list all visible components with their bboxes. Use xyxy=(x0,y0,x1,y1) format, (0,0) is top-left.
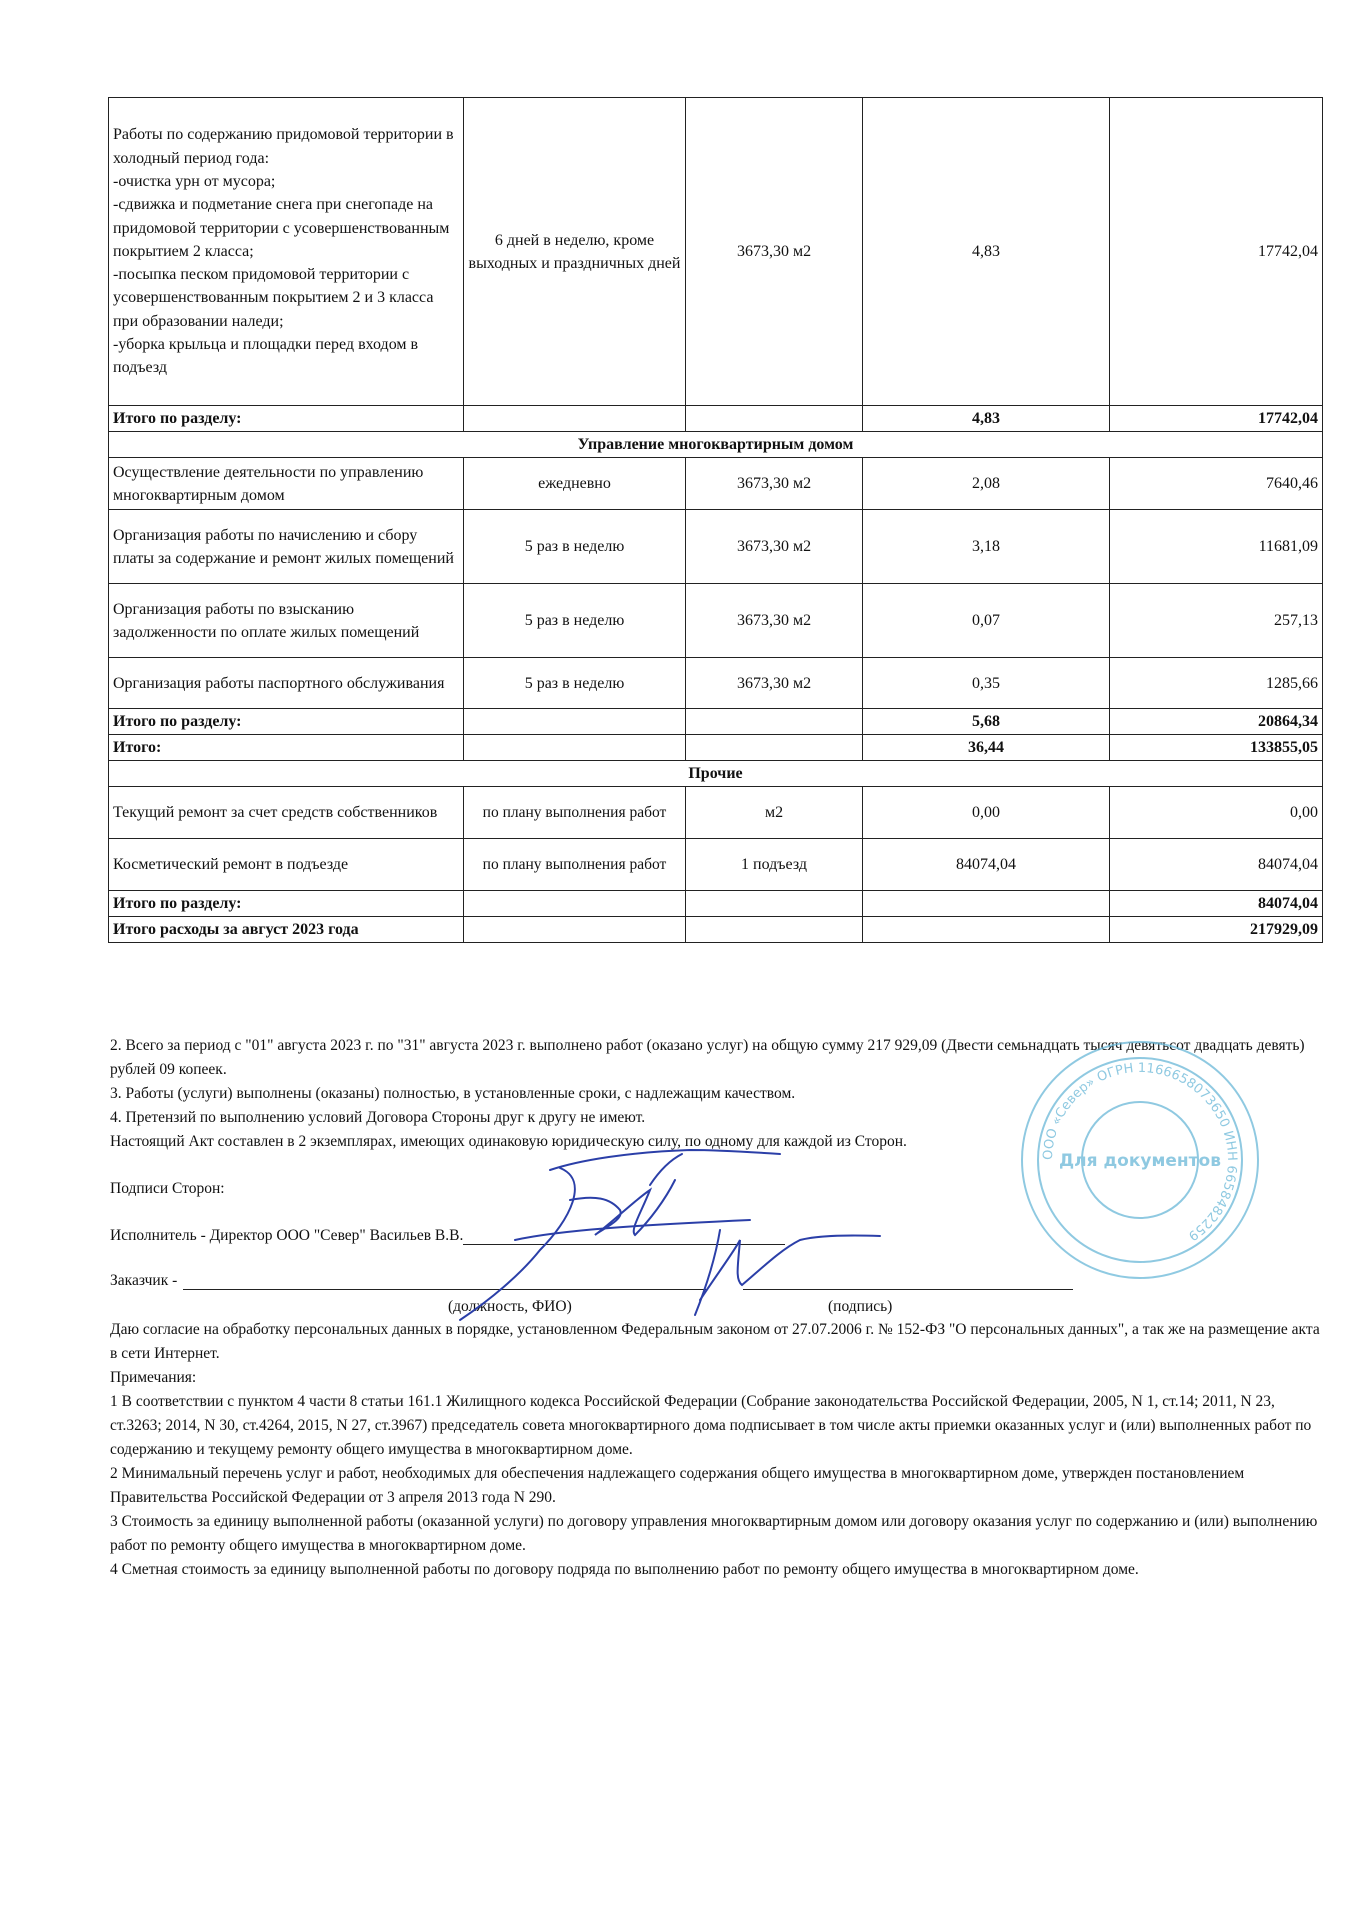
summary-item: 4. Претензий по выполнению условий Договора Стороны друг к другу не имеют. xyxy=(110,1109,646,1126)
total-rate: 4,83 xyxy=(863,406,1110,432)
rate-cell: 0,00 xyxy=(863,787,1110,839)
table-row xyxy=(109,839,1323,891)
frequency-cell: ежедневно xyxy=(464,458,686,510)
note-item: 3 Стоимость за единицу выполненной работы (оказанной услуги) по договору управления многоквартирным домом или договору оказания услуг по содержанию и (или) выполнению работ по ремонту общего имущества в многоквартирном доме. xyxy=(110,1513,1318,1554)
total-cost: 133855,05 xyxy=(1110,735,1323,761)
services-table xyxy=(108,97,1323,943)
empty-cell xyxy=(464,891,686,917)
total-label: Итого: xyxy=(109,735,464,761)
total-rate: 5,68 xyxy=(863,709,1110,735)
empty-cell xyxy=(686,917,863,943)
note-item: 1 В соответствии с пунктом 4 части 8 статьи 161.1 Жилищного кодекса Российской Федерации (Собрание законодательства Российской Федерации, 2005, N 1, ст.14; 2011, N 23, ст.3263; 2014, N 30, ст.4264, 2015, N 27, ст.3967) председатель совета многоквартирного дома подписывает в том числе акты приемки оказанных услуг и (или) выполненных работ по содержанию и текущему ремонту общего имущества в многоквартирном доме. xyxy=(110,1393,1312,1458)
empty-cell xyxy=(863,917,1110,943)
executor-line xyxy=(110,1227,785,1245)
volume-cell: 3673,30 м2 xyxy=(686,458,863,510)
stamp-center-text: Для документов xyxy=(1059,1151,1221,1171)
empty-cell xyxy=(686,891,863,917)
customer-position-line xyxy=(183,1273,707,1290)
rate-cell: 3,18 xyxy=(863,510,1110,584)
total-label: Итого по разделу: xyxy=(109,891,464,917)
table-row xyxy=(109,510,1323,584)
total-cost: 84074,04 xyxy=(1110,891,1323,917)
frequency-cell: 5 раз в неделю xyxy=(464,510,686,584)
cost-cell: 257,13 xyxy=(1110,584,1323,658)
empty-cell xyxy=(464,917,686,943)
summary-block xyxy=(110,1034,1320,1154)
section-title: Управление многоквартирным домом xyxy=(109,432,1323,458)
notes-block xyxy=(110,1318,1320,1582)
rate-cell: 0,35 xyxy=(863,658,1110,709)
work-cell: Организация работы паспортного обслуживания xyxy=(109,658,464,709)
summary-item: 2. Всего за период с "01" августа 2023 г. по "31" августа 2023 г. выполнено работ (оказано услуг) на общую сумму 217 929,09 (Двести семьнадцать тысяч девятьсот двадцать девять) рублей 09 копеек. xyxy=(110,1037,1305,1078)
total-cost: 20864,34 xyxy=(1110,709,1323,735)
rate-cell: 4,83 xyxy=(863,98,1110,406)
total-row-section-3 xyxy=(109,891,1323,917)
volume-cell: 3673,30 м2 xyxy=(686,510,863,584)
executor-signature-line xyxy=(463,1228,785,1245)
frequency-cell: по плану выполнения работ xyxy=(464,839,686,891)
table-row xyxy=(109,658,1323,709)
empty-cell xyxy=(464,735,686,761)
table-row xyxy=(109,584,1323,658)
frequency-cell: 5 раз в неделю xyxy=(464,658,686,709)
work-cell: Осуществление деятельности по управлению многоквартирным домом xyxy=(109,458,464,510)
signatures-label: Подписи Сторон: xyxy=(110,1180,225,1197)
section-header-other xyxy=(109,761,1323,787)
rate-cell: 0,07 xyxy=(863,584,1110,658)
volume-cell: 3673,30 м2 xyxy=(686,98,863,406)
table-row xyxy=(109,458,1323,510)
customer-line xyxy=(110,1272,1073,1290)
cost-cell: 1285,66 xyxy=(1110,658,1323,709)
rate-cell: 2,08 xyxy=(863,458,1110,510)
section-title: Прочие xyxy=(109,761,1323,787)
total-row-section-1 xyxy=(109,406,1323,432)
volume-cell: 1 подъезд xyxy=(686,839,863,891)
notes-heading: Примечания: xyxy=(110,1369,197,1386)
rate-cell: 84074,04 xyxy=(863,839,1110,891)
section-header-management xyxy=(109,432,1323,458)
total-row-all xyxy=(109,735,1323,761)
executor-text: Исполнитель - Директор ООО "Север" Васильев В.В. xyxy=(110,1227,464,1244)
stamp-ring-textpath: ООО «Север» ОГРН 1166658073650 ИНН 6658482259 xyxy=(1040,1060,1240,1244)
frequency-cell: 6 дней в неделю, кроме выходных и праздничных дней xyxy=(464,98,686,406)
cost-cell: 7640,46 xyxy=(1110,458,1323,510)
note-item: 2 Минимальный перечень услуг и работ, необходимых для обеспечения надлежащего содержания общего имущества в многоквартирном доме, утвержден постановлением Правительства Российской Федерации от 3 апреля 2013 года N 290. xyxy=(110,1465,1245,1506)
table-row xyxy=(109,787,1323,839)
total-rate: 36,44 xyxy=(863,735,1110,761)
caption-signature: (подпись) xyxy=(828,1298,893,1315)
total-label: Итого расходы за август 2023 года xyxy=(109,917,464,943)
volume-cell: м2 xyxy=(686,787,863,839)
customer-text: Заказчик - xyxy=(110,1272,178,1289)
empty-cell xyxy=(686,735,863,761)
caption-position: (должность, ФИО) xyxy=(448,1298,572,1315)
customer-signature-line xyxy=(743,1273,1073,1290)
work-cell: Текущий ремонт за счет средств собственников xyxy=(109,787,464,839)
consent-text: Даю согласие на обработку персональных данных в порядке, установленном Федеральным законом от 27.07.2006 г. № 152-ФЗ "О персональных данных", а так же на размещение акта в сети Интернет. xyxy=(110,1321,1320,1362)
total-cost: 17742,04 xyxy=(1110,406,1323,432)
cost-cell: 11681,09 xyxy=(1110,510,1323,584)
frequency-cell: 5 раз в неделю xyxy=(464,584,686,658)
total-label: Итого по разделу: xyxy=(109,709,464,735)
total-cost: 217929,09 xyxy=(1110,917,1323,943)
summary-item: Настоящий Акт составлен в 2 экземплярах, имеющих одинаковую юридическую силу, по одному для каждой из Сторон. xyxy=(110,1133,907,1150)
empty-cell xyxy=(686,406,863,432)
empty-cell xyxy=(464,709,686,735)
empty-cell xyxy=(863,891,1110,917)
work-cell: Организация работы по взысканию задолженности по оплате жилых помещений xyxy=(109,584,464,658)
empty-cell xyxy=(686,709,863,735)
work-cell: Работы по содержанию придомовой территории в холодный период года: -очистка урн от мусора; -сдвижка и подметание снега при снегопаде на придомовой территории с усовершенствованным покрытием 2 класса; -посыпка песком придомовой территории с усовершенствованным покрытием 2 и 3 класса при образовании наледи; -уборка крыльца и площадки перед входом в подъезд xyxy=(109,98,464,406)
work-cell: Организация работы по начислению и сбору платы за содержание и ремонт жилых помещений xyxy=(109,510,464,584)
cost-cell: 17742,04 xyxy=(1110,98,1323,406)
total-row-section-2 xyxy=(109,709,1323,735)
cost-cell: 0,00 xyxy=(1110,787,1323,839)
total-row-expenses xyxy=(109,917,1323,943)
note-item: 4 Сметная стоимость за единицу выполненной работы по договору подряда по выполнению работ по ремонту общего имущества в многоквартирном доме. xyxy=(110,1561,1139,1578)
work-cell: Косметический ремонт в подъезде xyxy=(109,839,464,891)
volume-cell: 3673,30 м2 xyxy=(686,658,863,709)
frequency-cell: по плану выполнения работ xyxy=(464,787,686,839)
empty-cell xyxy=(464,406,686,432)
table-row-winter xyxy=(109,98,1323,406)
volume-cell: 3673,30 м2 xyxy=(686,584,863,658)
summary-item: 3. Работы (услуги) выполнены (оказаны) полностью, в установленные сроки, с надлежащим качеством. xyxy=(110,1085,796,1102)
total-label: Итого по разделу: xyxy=(109,406,464,432)
cost-cell: 84074,04 xyxy=(1110,839,1323,891)
